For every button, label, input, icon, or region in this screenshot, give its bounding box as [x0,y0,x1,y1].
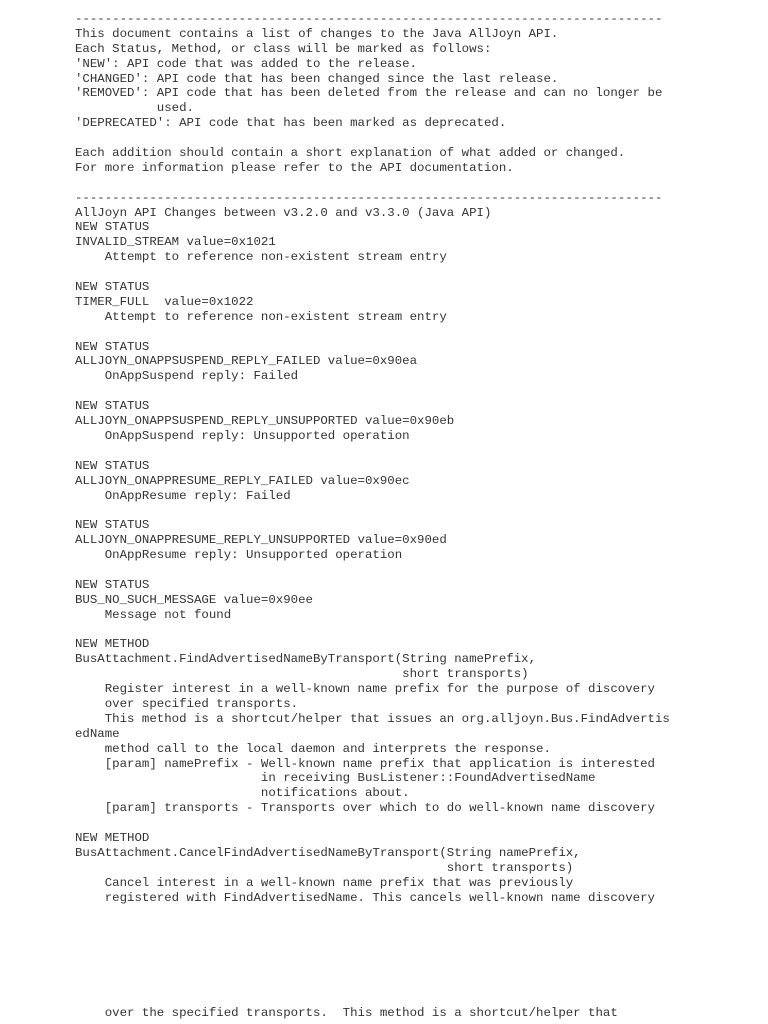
document-line: AllJoyn API Changes between v3.2.0 and v3.3.0 (Java API) [75,205,492,220]
document-line: OnAppSuspend reply: Unsupported operation [75,428,410,443]
document-line [75,265,755,280]
document-line: ALLJOYN_ONAPPSUSPEND_REPLY_UNSUPPORTED value=0x90eb [75,414,455,429]
document-line: ALLJOYN_ONAPPSUSPEND_REPLY_FAILED value=0x90ea [75,354,418,369]
document-line: short transports) [75,860,574,875]
document-body [75,12,755,905]
document-line: NEW STATUS [75,280,150,295]
document-line [75,325,755,340]
document-line: edName [75,726,120,741]
document-line [75,384,755,399]
document-line: over specified transports. [75,696,299,711]
document-line: NEW STATUS [75,458,150,473]
document-line: NEW METHOD [75,830,150,845]
document-line: registered with FindAdvertisedName. This cancels well-known name discovery [75,890,655,905]
document-line: used. [75,101,194,116]
document-line: OnAppResume reply: Failed [75,488,291,503]
document-line: Cancel interest in a well-known name prefix that was previously [75,875,574,890]
document-line: ------------------------------------------------------------------------------- [75,12,663,26]
document-line: 'NEW': API code that was added to the release. [75,56,418,71]
document-line [75,131,755,146]
document-line [75,503,755,518]
document-line: in receiving BusListener::FoundAdvertisedName [75,771,596,786]
document-line: notifications about. [75,786,410,801]
document-line: [param] namePrefix - Well-known name prefix that application is interested [75,756,655,771]
document-line: OnAppSuspend reply: Failed [75,369,299,384]
document-line: Attempt to reference non-existent stream entry [75,309,447,324]
document-line: NEW METHOD [75,637,150,652]
document-line: ------------------------------------------------------------------------------- [75,190,663,205]
document-line: 'CHANGED': API code that has been changed since the last release. [75,71,559,86]
document-line: BusAttachment.FindAdvertisedNameByTransport(String namePrefix, [75,652,537,667]
document-line: Each addition should contain a short explanation of what added or changed. [75,146,626,161]
document-line: TIMER_FULL value=0x1022 [75,294,254,309]
document-line: [param] transports - Transports over which to do well-known name discovery [75,801,655,816]
document-line [75,816,755,831]
document-line: Register interest in a well-known name prefix for the purpose of discovery [75,682,655,697]
document-line: Each Status, Method, or class will be marked as follows: [75,41,492,56]
document-line: 'REMOVED': API code that has been deleted from the release and can no longer be [75,86,663,101]
document-line: This method is a shortcut/helper that issues an org.alljoyn.Bus.FindAdvertis [75,711,670,726]
document-line: This document contains a list of changes to the Java AllJoyn API. [75,26,559,41]
document-line: NEW STATUS [75,399,150,414]
document-line: Attempt to reference non-existent stream entry [75,250,447,265]
document-line: ALLJOYN_ONAPPRESUME_REPLY_UNSUPPORTED value=0x90ed [75,533,447,548]
document-line: 'DEPRECATED': API code that has been marked as deprecated. [75,116,507,131]
document-line [75,444,755,459]
document-line: NEW STATUS [75,518,150,533]
document-line: BUS_NO_SUCH_MESSAGE value=0x90ee [75,592,313,607]
document-line: method call to the local daemon and interprets the response. [75,741,551,756]
document-line: Message not found [75,607,232,622]
document-line [75,563,755,578]
document-line: For more information please refer to the API documentation. [75,160,514,175]
next-page-line: over the specified transports. This method is a shortcut/helper that [75,1006,618,1020]
document-line: OnAppResume reply: Unsupported operation [75,548,403,563]
document-line [75,176,755,191]
document-line: NEW STATUS [75,339,150,354]
document-line: NEW STATUS [75,220,150,235]
document-line [75,623,755,638]
document-line: ALLJOYN_ONAPPRESUME_REPLY_FAILED value=0x90ec [75,473,410,488]
document-line: INVALID_STREAM value=0x1021 [75,235,276,250]
document-line: BusAttachment.CancelFindAdvertisedNameByTransport(String namePrefix, [75,845,581,860]
document-line: short transports) [75,667,529,682]
document-line: NEW STATUS [75,577,150,592]
